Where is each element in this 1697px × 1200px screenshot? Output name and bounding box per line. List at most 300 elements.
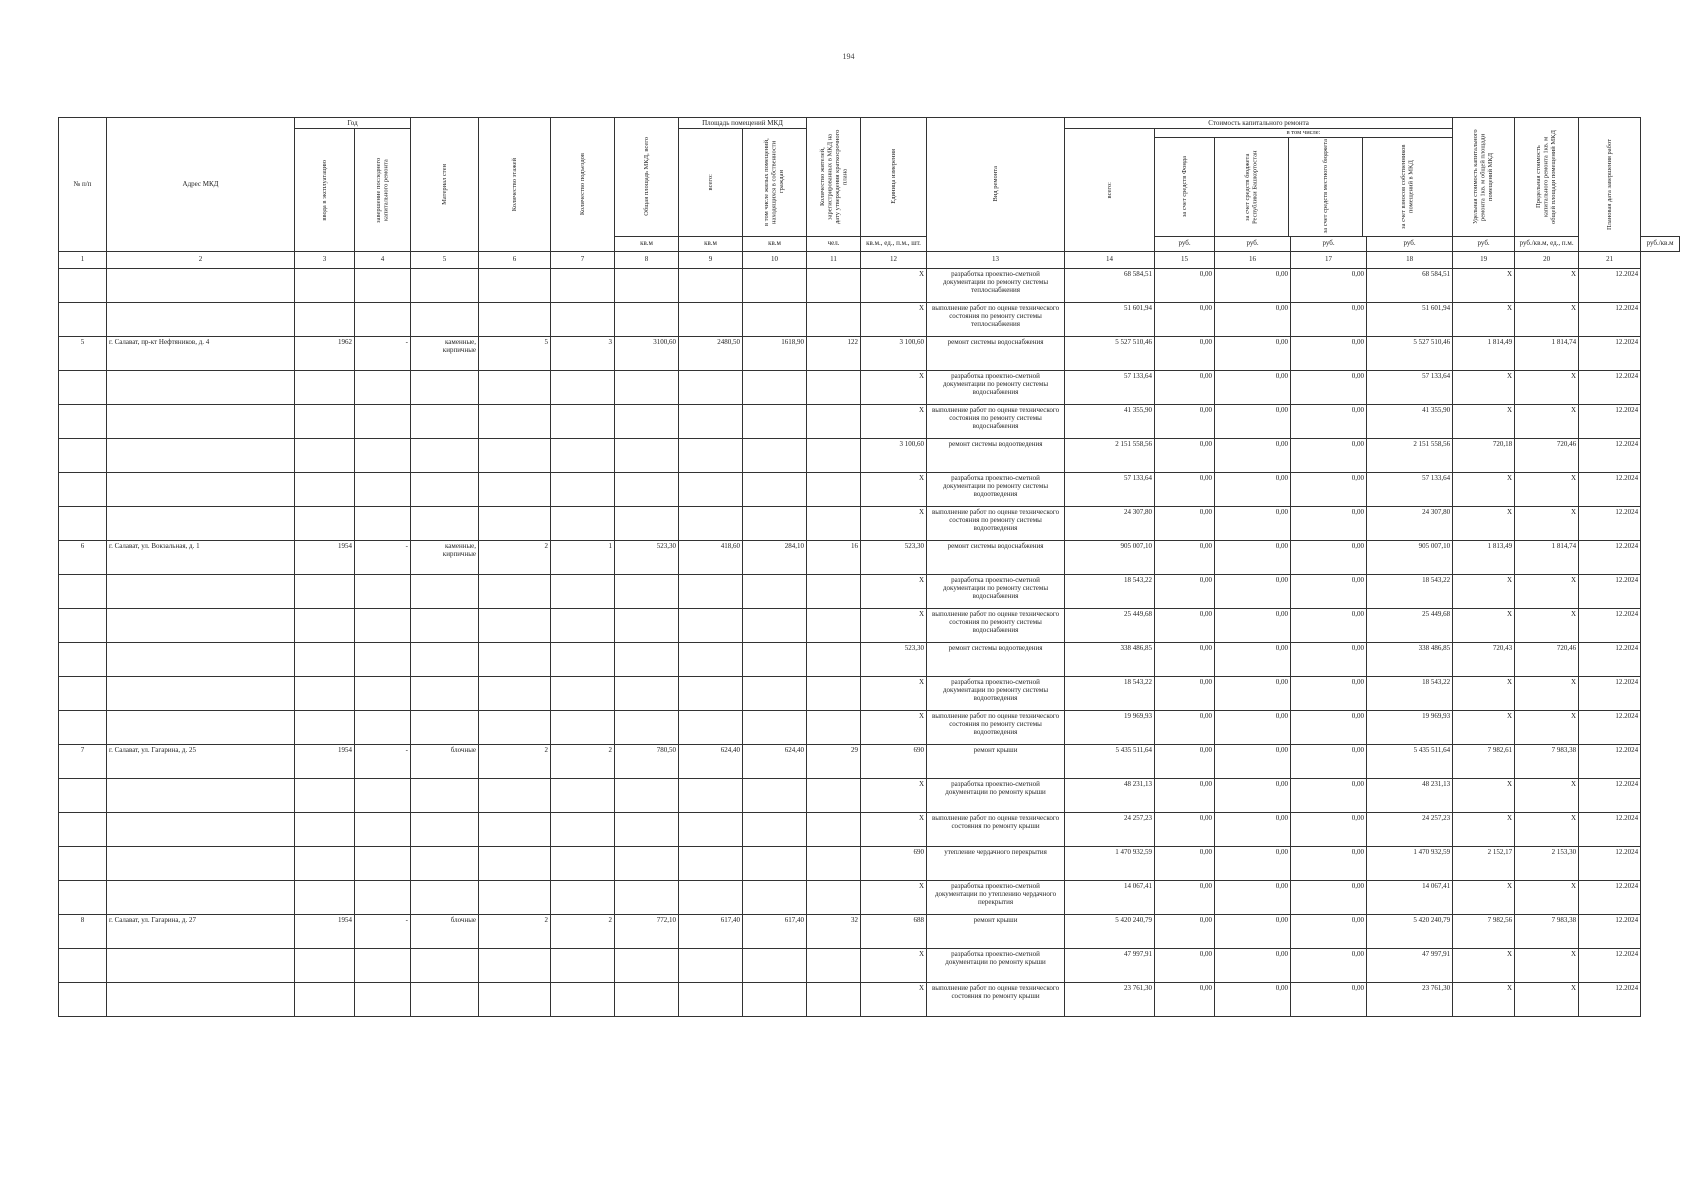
cell-wall-material bbox=[411, 506, 479, 540]
cell-cost-republic-budget: 0,00 bbox=[1215, 336, 1291, 370]
cell-planned-date: 12.2024 bbox=[1579, 846, 1641, 880]
cell-specific-cost: 720,18 bbox=[1453, 438, 1515, 472]
col-number: 17 bbox=[1291, 251, 1367, 268]
col-number: 20 bbox=[1515, 251, 1579, 268]
cell-total-area: 780,50 bbox=[615, 744, 679, 778]
th-cost-total bbox=[1065, 129, 1155, 251]
cell-cost-republic-budget: 0,00 bbox=[1215, 744, 1291, 778]
cell-residents bbox=[807, 438, 861, 472]
cell-area-total bbox=[679, 948, 743, 982]
cell-unit-value: X bbox=[861, 302, 927, 336]
cell-specific-cost: X bbox=[1453, 948, 1515, 982]
cell-floors bbox=[479, 574, 551, 608]
cell-wall-material bbox=[411, 982, 479, 1016]
cell-row-number bbox=[59, 370, 107, 404]
cell-last-repair-year bbox=[355, 574, 411, 608]
cell-floors bbox=[479, 506, 551, 540]
cell-limit-cost: X bbox=[1515, 506, 1579, 540]
cell-entrances bbox=[551, 812, 615, 846]
table-row bbox=[59, 370, 1680, 404]
cell-entrances bbox=[551, 710, 615, 744]
th-unit-text: Единица измерения bbox=[889, 149, 897, 205]
cell-total-area bbox=[615, 710, 679, 744]
th-repair-type bbox=[927, 118, 1065, 252]
table-row bbox=[59, 982, 1680, 1016]
cell-area-total: 2480,50 bbox=[679, 336, 743, 370]
cell-commissioning-year bbox=[295, 846, 355, 880]
cell-cost-republic-budget: 0,00 bbox=[1215, 710, 1291, 744]
unit-cell: кв.м bbox=[679, 236, 743, 251]
cell-last-repair-year bbox=[355, 710, 411, 744]
cell-limit-cost: X bbox=[1515, 574, 1579, 608]
cell-cost-total: 5 435 511,64 bbox=[1065, 744, 1155, 778]
cell-residents bbox=[807, 710, 861, 744]
cell-cost-fund: 0,00 bbox=[1155, 914, 1215, 948]
cell-cost-republic-budget: 0,00 bbox=[1215, 608, 1291, 642]
th-area-residential bbox=[743, 129, 807, 236]
cell-cost-republic-budget: 0,00 bbox=[1215, 438, 1291, 472]
cell-row-number: 6 bbox=[59, 540, 107, 574]
cell-repair-type: ремонт системы водоотведения bbox=[927, 438, 1065, 472]
th-planned-date bbox=[1579, 118, 1641, 252]
cell-total-area bbox=[615, 608, 679, 642]
cell-floors: 2 bbox=[479, 744, 551, 778]
cell-unit-value: X bbox=[861, 370, 927, 404]
cell-limit-cost: X bbox=[1515, 812, 1579, 846]
cell-address bbox=[107, 472, 295, 506]
cell-entrances bbox=[551, 642, 615, 676]
cell-area-total: 418,60 bbox=[679, 540, 743, 574]
cell-floors bbox=[479, 472, 551, 506]
cell-floors bbox=[479, 302, 551, 336]
cell-area-residential bbox=[743, 710, 807, 744]
cell-repair-type: разработка проектно-сметной документации по ремонту системы водоснабжения bbox=[927, 370, 1065, 404]
cell-limit-cost: 1 814,74 bbox=[1515, 336, 1579, 370]
cell-repair-type: выполнение работ по оценке технического состояния по ремонту крыши bbox=[927, 812, 1065, 846]
cell-floors bbox=[479, 710, 551, 744]
cell-cost-republic-budget: 0,00 bbox=[1215, 846, 1291, 880]
cell-repair-type: разработка проектно-сметной документации по ремонту системы водоотведения bbox=[927, 676, 1065, 710]
th-floors-text: Количество этажей bbox=[510, 157, 518, 211]
cell-cost-fund: 0,00 bbox=[1155, 506, 1215, 540]
cell-entrances bbox=[551, 982, 615, 1016]
cell-cost-owners: 905 007,10 bbox=[1367, 540, 1453, 574]
cell-cost-republic-budget: 0,00 bbox=[1215, 574, 1291, 608]
cell-cost-fund: 0,00 bbox=[1155, 778, 1215, 812]
cell-residents bbox=[807, 846, 861, 880]
cell-row-number bbox=[59, 506, 107, 540]
cell-floors bbox=[479, 982, 551, 1016]
cell-row-number: 5 bbox=[59, 336, 107, 370]
cell-cost-fund: 0,00 bbox=[1155, 608, 1215, 642]
th-limit-cost-text: Предельная стоимость капитального ремонта 1кв. м общей площади помещений МКД bbox=[1535, 129, 1558, 224]
cell-repair-type: разработка проектно-сметной документации по ремонту крыши bbox=[927, 778, 1065, 812]
cell-entrances bbox=[551, 268, 615, 302]
cell-total-area bbox=[615, 302, 679, 336]
cell-commissioning-year bbox=[295, 438, 355, 472]
cell-area-residential bbox=[743, 302, 807, 336]
cell-row-number bbox=[59, 846, 107, 880]
column-numbers-row bbox=[59, 251, 1680, 268]
cell-residents bbox=[807, 574, 861, 608]
cell-cost-fund: 0,00 bbox=[1155, 676, 1215, 710]
cell-unit-value: X bbox=[861, 948, 927, 982]
table-row bbox=[59, 472, 1680, 506]
cell-cost-republic-budget: 0,00 bbox=[1215, 778, 1291, 812]
cell-repair-type: ремонт системы водоснабжения bbox=[927, 336, 1065, 370]
cell-commissioning-year bbox=[295, 574, 355, 608]
cell-planned-date: 12.2024 bbox=[1579, 574, 1641, 608]
cell-cost-local-budget: 0,00 bbox=[1291, 370, 1367, 404]
table-row bbox=[59, 574, 1680, 608]
cell-address bbox=[107, 880, 295, 914]
th-including: в том числе: bbox=[1155, 129, 1452, 137]
cell-area-total bbox=[679, 574, 743, 608]
cell-cost-local-budget: 0,00 bbox=[1291, 812, 1367, 846]
cell-area-total bbox=[679, 438, 743, 472]
cell-entrances bbox=[551, 472, 615, 506]
cell-limit-cost: 720,46 bbox=[1515, 438, 1579, 472]
th-entrances-text: Количество подъездов bbox=[578, 153, 586, 216]
cell-cost-local-budget: 0,00 bbox=[1291, 540, 1367, 574]
cell-repair-type: утепление чердачного перекрытия bbox=[927, 846, 1065, 880]
cell-row-number: 8 bbox=[59, 914, 107, 948]
th-repair-type-text: Вид ремонта bbox=[991, 166, 999, 203]
cell-cost-owners: 5 420 240,79 bbox=[1367, 914, 1453, 948]
cell-cost-local-budget: 0,00 bbox=[1291, 914, 1367, 948]
cell-address bbox=[107, 302, 295, 336]
cell-planned-date: 12.2024 bbox=[1579, 982, 1641, 1016]
cell-row-number bbox=[59, 472, 107, 506]
col-number: 10 bbox=[743, 251, 807, 268]
cell-cost-fund: 0,00 bbox=[1155, 336, 1215, 370]
th-last-repair-year-text: завершение последнего капитального ремонта bbox=[375, 157, 390, 223]
th-sources-table bbox=[1155, 138, 1452, 236]
th-area-residential-text: в том числе жилых помещений, находящихся в собственности граждан bbox=[763, 138, 786, 227]
col-number: 8 bbox=[615, 251, 679, 268]
cell-residents bbox=[807, 302, 861, 336]
cell-area-total bbox=[679, 302, 743, 336]
cell-unit-value: X bbox=[861, 268, 927, 302]
cell-repair-type: выполнение работ по оценке технического состояния по ремонту крыши bbox=[927, 982, 1065, 1016]
th-republic-budget bbox=[1214, 138, 1288, 236]
unit-cell: руб. bbox=[1367, 236, 1453, 251]
cell-commissioning-year bbox=[295, 676, 355, 710]
cell-area-total bbox=[679, 982, 743, 1016]
cell-entrances: 2 bbox=[551, 914, 615, 948]
table-row bbox=[59, 506, 1680, 540]
cell-cost-fund: 0,00 bbox=[1155, 880, 1215, 914]
cell-planned-date: 12.2024 bbox=[1579, 710, 1641, 744]
cell-wall-material bbox=[411, 268, 479, 302]
cell-unit-value: X bbox=[861, 472, 927, 506]
cell-entrances bbox=[551, 574, 615, 608]
cell-cost-local-budget: 0,00 bbox=[1291, 710, 1367, 744]
th-commissioning-year-text: ввода в эксплуатацию bbox=[320, 159, 328, 221]
cell-cost-owners: 19 969,93 bbox=[1367, 710, 1453, 744]
cell-cost-owners: 5 527 510,46 bbox=[1367, 336, 1453, 370]
th-cost-group: Стоимость капитального ремонта bbox=[1065, 118, 1453, 129]
cell-specific-cost: X bbox=[1453, 404, 1515, 438]
table-row bbox=[59, 880, 1680, 914]
cell-unit-value: 688 bbox=[861, 914, 927, 948]
cell-entrances: 2 bbox=[551, 744, 615, 778]
unit-cell: руб. bbox=[1453, 236, 1515, 251]
cell-cost-republic-budget: 0,00 bbox=[1215, 268, 1291, 302]
cell-cost-owners: 5 435 511,64 bbox=[1367, 744, 1453, 778]
cell-area-total: 617,40 bbox=[679, 914, 743, 948]
cell-entrances bbox=[551, 438, 615, 472]
col-number: 21 bbox=[1579, 251, 1641, 268]
cell-address bbox=[107, 370, 295, 404]
cell-cost-total: 24 257,23 bbox=[1065, 812, 1155, 846]
th-planned-date-text: Плановая дата завершения работ bbox=[1605, 138, 1613, 230]
cell-area-total bbox=[679, 370, 743, 404]
cell-area-residential bbox=[743, 268, 807, 302]
cell-entrances: 3 bbox=[551, 336, 615, 370]
cell-last-repair-year: - bbox=[355, 540, 411, 574]
cell-cost-total: 68 584,51 bbox=[1065, 268, 1155, 302]
cell-cost-republic-budget: 0,00 bbox=[1215, 914, 1291, 948]
cell-cost-fund: 0,00 bbox=[1155, 812, 1215, 846]
cell-wall-material bbox=[411, 438, 479, 472]
cell-unit-value: X bbox=[861, 404, 927, 438]
cell-cost-republic-budget: 0,00 bbox=[1215, 404, 1291, 438]
cell-floors bbox=[479, 404, 551, 438]
cell-area-residential bbox=[743, 472, 807, 506]
cell-cost-local-budget: 0,00 bbox=[1291, 676, 1367, 710]
cell-floors bbox=[479, 948, 551, 982]
cell-cost-local-budget: 0,00 bbox=[1291, 336, 1367, 370]
cell-specific-cost: X bbox=[1453, 302, 1515, 336]
th-local-budget-text: за счет средств местного бюджета bbox=[1322, 139, 1330, 234]
cell-cost-total: 2 151 558,56 bbox=[1065, 438, 1155, 472]
cell-row-number bbox=[59, 268, 107, 302]
cell-cost-owners: 57 133,64 bbox=[1367, 370, 1453, 404]
table-row bbox=[59, 914, 1680, 948]
cell-total-area bbox=[615, 676, 679, 710]
cell-floors bbox=[479, 438, 551, 472]
table-row bbox=[59, 846, 1680, 880]
cell-last-repair-year bbox=[355, 778, 411, 812]
cell-area-residential bbox=[743, 812, 807, 846]
cell-wall-material bbox=[411, 778, 479, 812]
cell-area-residential bbox=[743, 642, 807, 676]
cell-area-residential bbox=[743, 778, 807, 812]
cell-area-total bbox=[679, 642, 743, 676]
cell-cost-fund: 0,00 bbox=[1155, 268, 1215, 302]
unit-cell: руб./кв.м bbox=[1641, 236, 1680, 251]
cell-planned-date: 12.2024 bbox=[1579, 540, 1641, 574]
th-specific-cost-text: Удельная стоимость капитального ремонта 1кв. м общей площади помещений МКД bbox=[1472, 129, 1495, 225]
cell-area-residential bbox=[743, 404, 807, 438]
cell-floors bbox=[479, 812, 551, 846]
cell-address bbox=[107, 948, 295, 982]
cell-cost-republic-budget: 0,00 bbox=[1215, 642, 1291, 676]
cell-cost-owners: 24 257,23 bbox=[1367, 812, 1453, 846]
cell-area-total bbox=[679, 608, 743, 642]
table-row bbox=[59, 268, 1680, 302]
cell-area-total bbox=[679, 268, 743, 302]
cell-entrances: 1 bbox=[551, 540, 615, 574]
th-area-total bbox=[679, 129, 743, 236]
cell-residents bbox=[807, 778, 861, 812]
cell-address: г. Салават, пр-кт Нефтяников, д. 4 bbox=[107, 336, 295, 370]
cell-cost-republic-budget: 0,00 bbox=[1215, 302, 1291, 336]
cell-cost-republic-budget: 0,00 bbox=[1215, 540, 1291, 574]
cell-cost-fund: 0,00 bbox=[1155, 302, 1215, 336]
cell-area-total: 624,40 bbox=[679, 744, 743, 778]
cell-cost-total: 5 420 240,79 bbox=[1065, 914, 1155, 948]
cell-planned-date: 12.2024 bbox=[1579, 948, 1641, 982]
cell-repair-type: ремонт крыши bbox=[927, 744, 1065, 778]
cell-row-number: 7 bbox=[59, 744, 107, 778]
page-number: 194 bbox=[842, 52, 855, 61]
table-row bbox=[59, 608, 1680, 642]
unit-cell: кв.м., ед., п.м., шт. bbox=[861, 236, 927, 251]
cell-floors bbox=[479, 268, 551, 302]
cell-wall-material: каменные, кирпичные bbox=[411, 336, 479, 370]
cell-last-repair-year bbox=[355, 404, 411, 438]
cell-entrances bbox=[551, 778, 615, 812]
cell-cost-total: 57 133,64 bbox=[1065, 370, 1155, 404]
cell-limit-cost: X bbox=[1515, 948, 1579, 982]
cell-specific-cost: 2 152,17 bbox=[1453, 846, 1515, 880]
cell-last-repair-year bbox=[355, 880, 411, 914]
cell-address bbox=[107, 846, 295, 880]
cell-total-area: 3100,60 bbox=[615, 336, 679, 370]
cell-commissioning-year: 1954 bbox=[295, 744, 355, 778]
cell-unit-value: X bbox=[861, 812, 927, 846]
cell-commissioning-year bbox=[295, 948, 355, 982]
cell-limit-cost: X bbox=[1515, 370, 1579, 404]
cell-limit-cost: X bbox=[1515, 982, 1579, 1016]
cell-planned-date: 12.2024 bbox=[1579, 914, 1641, 948]
cell-cost-total: 41 355,90 bbox=[1065, 404, 1155, 438]
cell-repair-type: выполнение работ по оценке технического состояния по ремонту системы водоснабжения bbox=[927, 608, 1065, 642]
cell-residents bbox=[807, 404, 861, 438]
cell-area-total bbox=[679, 404, 743, 438]
cell-unit-value: X bbox=[861, 880, 927, 914]
col-number: 3 bbox=[295, 251, 355, 268]
cell-unit-value: X bbox=[861, 982, 927, 1016]
cell-residents: 122 bbox=[807, 336, 861, 370]
cell-cost-owners: 338 486,85 bbox=[1367, 642, 1453, 676]
table-row bbox=[59, 710, 1680, 744]
cell-floors bbox=[479, 370, 551, 404]
cell-area-residential bbox=[743, 438, 807, 472]
cell-row-number bbox=[59, 676, 107, 710]
cell-planned-date: 12.2024 bbox=[1579, 744, 1641, 778]
cell-planned-date: 12.2024 bbox=[1579, 880, 1641, 914]
cell-cost-owners: 68 584,51 bbox=[1367, 268, 1453, 302]
unit-cell: руб./кв.м, ед., п.м. bbox=[1515, 236, 1579, 251]
th-num: № п/п bbox=[59, 118, 107, 252]
cell-specific-cost: X bbox=[1453, 812, 1515, 846]
cell-cost-owners: 57 133,64 bbox=[1367, 472, 1453, 506]
cell-total-area bbox=[615, 948, 679, 982]
th-local-budget bbox=[1289, 138, 1363, 236]
cell-row-number bbox=[59, 948, 107, 982]
table-row bbox=[59, 302, 1680, 336]
cell-last-repair-year bbox=[355, 982, 411, 1016]
col-number: 13 bbox=[927, 251, 1065, 268]
cell-cost-total: 18 543,22 bbox=[1065, 574, 1155, 608]
cell-total-area bbox=[615, 472, 679, 506]
cell-area-total bbox=[679, 778, 743, 812]
cell-last-repair-year bbox=[355, 608, 411, 642]
cell-specific-cost: X bbox=[1453, 608, 1515, 642]
cell-entrances bbox=[551, 404, 615, 438]
cell-entrances bbox=[551, 676, 615, 710]
cell-limit-cost: X bbox=[1515, 472, 1579, 506]
cell-commissioning-year: 1954 bbox=[295, 914, 355, 948]
cell-unit-value: 3 100,60 bbox=[861, 336, 927, 370]
cell-cost-fund: 0,00 bbox=[1155, 438, 1215, 472]
cell-cost-fund: 0,00 bbox=[1155, 574, 1215, 608]
col-number: 1 bbox=[59, 251, 107, 268]
cell-total-area bbox=[615, 404, 679, 438]
th-limit-cost bbox=[1515, 118, 1579, 237]
cell-specific-cost: X bbox=[1453, 472, 1515, 506]
cell-specific-cost: 1 814,49 bbox=[1453, 336, 1515, 370]
cell-limit-cost: X bbox=[1515, 268, 1579, 302]
cell-wall-material bbox=[411, 608, 479, 642]
cell-address bbox=[107, 642, 295, 676]
cell-entrances bbox=[551, 302, 615, 336]
table-row bbox=[59, 404, 1680, 438]
cell-address bbox=[107, 982, 295, 1016]
cell-specific-cost: X bbox=[1453, 574, 1515, 608]
cell-total-area bbox=[615, 846, 679, 880]
cell-address: г. Салават, ул. Гагарина, д. 25 bbox=[107, 744, 295, 778]
cell-total-area bbox=[615, 574, 679, 608]
th-specific-cost bbox=[1453, 118, 1515, 237]
cell-floors: 2 bbox=[479, 540, 551, 574]
cell-commissioning-year bbox=[295, 642, 355, 676]
cell-cost-total: 48 231,13 bbox=[1065, 778, 1155, 812]
cell-cost-fund: 0,00 bbox=[1155, 472, 1215, 506]
cell-planned-date: 12.2024 bbox=[1579, 302, 1641, 336]
cell-row-number bbox=[59, 302, 107, 336]
cell-planned-date: 12.2024 bbox=[1579, 608, 1641, 642]
th-including-cell bbox=[1155, 129, 1453, 236]
cell-area-residential bbox=[743, 880, 807, 914]
cell-residents bbox=[807, 472, 861, 506]
cell-last-repair-year bbox=[355, 370, 411, 404]
cell-cost-republic-budget: 0,00 bbox=[1215, 880, 1291, 914]
cell-cost-owners: 23 761,30 bbox=[1367, 982, 1453, 1016]
col-number: 18 bbox=[1367, 251, 1453, 268]
th-floors bbox=[479, 118, 551, 252]
cell-cost-republic-budget: 0,00 bbox=[1215, 948, 1291, 982]
table-row bbox=[59, 744, 1680, 778]
cell-entrances bbox=[551, 608, 615, 642]
th-entrances bbox=[551, 118, 615, 252]
th-owners bbox=[1363, 138, 1452, 236]
cell-cost-republic-budget: 0,00 bbox=[1215, 676, 1291, 710]
cell-limit-cost: X bbox=[1515, 676, 1579, 710]
unit-cell: кв.м bbox=[615, 236, 679, 251]
cell-planned-date: 12.2024 bbox=[1579, 404, 1641, 438]
cell-unit-value: X bbox=[861, 710, 927, 744]
cell-cost-local-budget: 0,00 bbox=[1291, 608, 1367, 642]
cell-wall-material bbox=[411, 812, 479, 846]
cell-address bbox=[107, 710, 295, 744]
cell-limit-cost: 7 983,38 bbox=[1515, 744, 1579, 778]
cell-residents bbox=[807, 676, 861, 710]
col-number: 9 bbox=[679, 251, 743, 268]
